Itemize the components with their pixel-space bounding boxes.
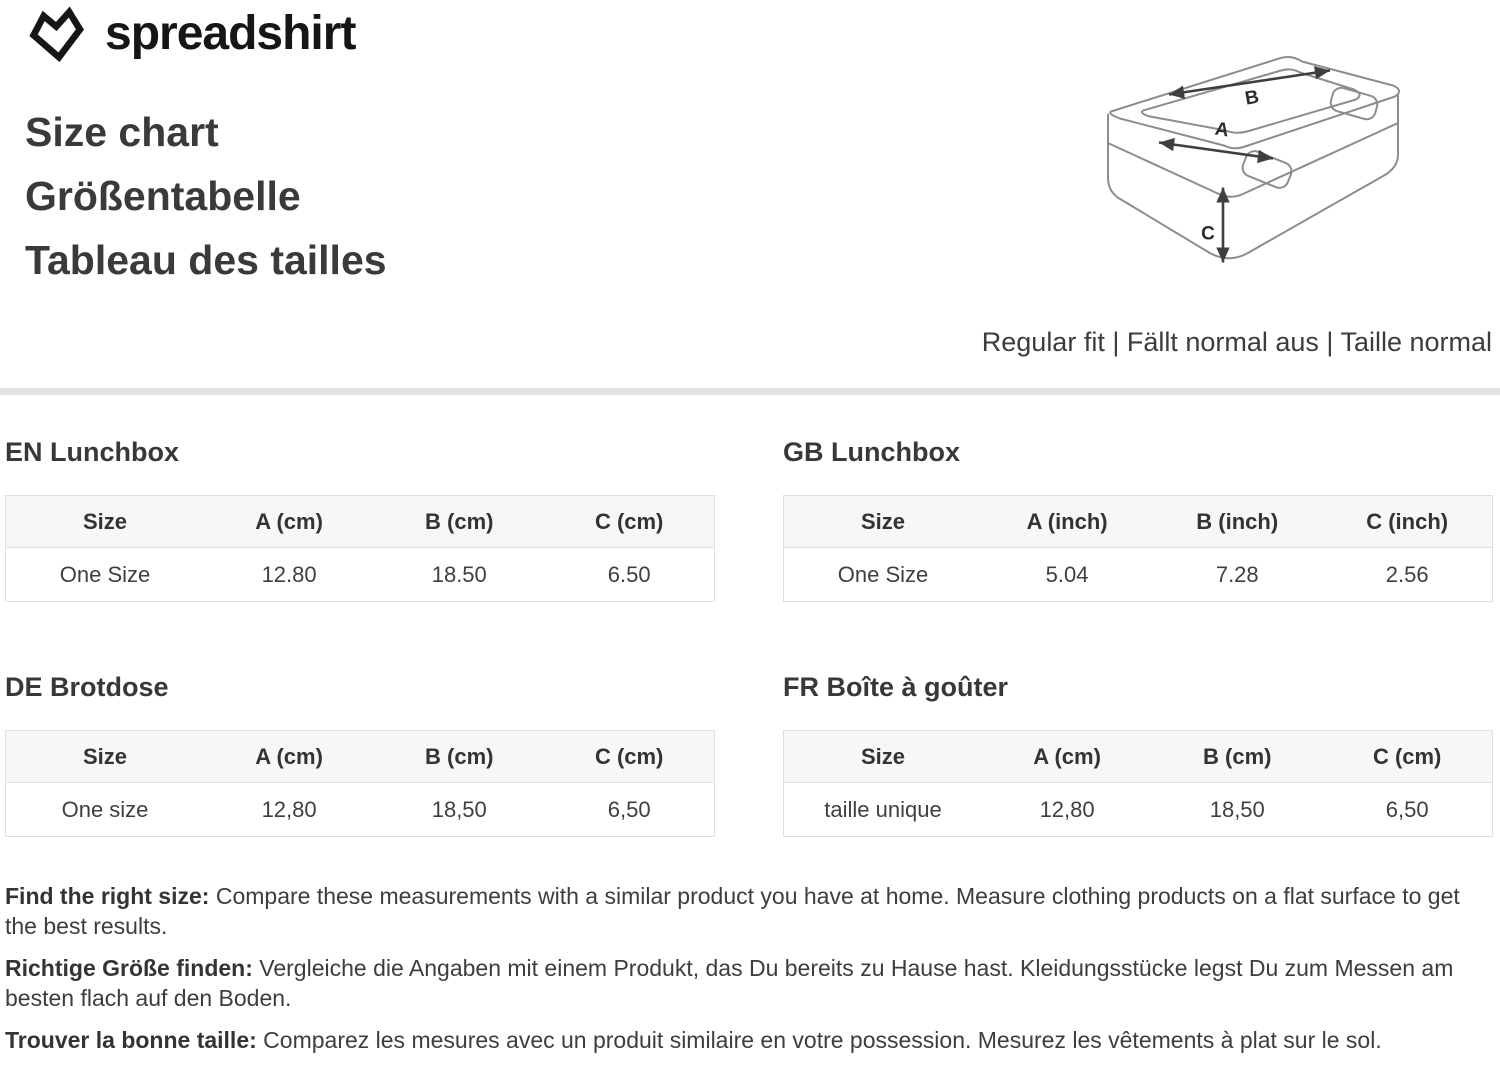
size-section-en [5,437,715,602]
spreadshirt-heart-icon [25,4,89,64]
size-section-fr [783,672,1493,837]
page-title-fr: Tableau des tailles [25,237,387,283]
page-title-de: Größentabelle [25,173,301,219]
table-header-row [6,731,715,783]
lunchbox-diagram [1095,52,1415,287]
section-divider [0,388,1500,395]
size-table-gb [783,495,1493,602]
col-header-c: C (inch) [1322,496,1492,548]
col-header-b: B (cm) [1152,731,1322,783]
dimension-label-c: C [1201,223,1215,245]
tip-text-en: Compare these measurements with a similar product you have at home. Measure clothing products on a flat surface to get the best results. [5,883,1460,939]
cell-a: 12,80 [982,783,1152,837]
cell-size: One Size [784,548,983,602]
cell-size: One size [6,783,205,837]
tip-label-de: Richtige Größe finden: [5,955,253,981]
table-header-row [784,731,1493,783]
cell-a: 5.04 [982,548,1152,602]
brand-logo [25,4,355,64]
sizing-tip-en [5,881,1495,941]
col-header-a: A (cm) [204,731,374,783]
cell-b: 18,50 [1152,783,1322,837]
cell-c: 6,50 [544,783,714,837]
table-row [6,783,715,837]
size-table-de [5,730,715,837]
sizing-tip-de [5,953,1495,1013]
brand-logo-text: spreadshirt [105,7,356,60]
cell-c: 6,50 [1322,783,1492,837]
size-section-de [5,672,715,837]
section-heading: EN Lunchbox [5,437,179,467]
sizing-tips [5,881,1495,1067]
col-header-c: C (cm) [1322,731,1492,783]
dimension-label-b: B [1243,86,1261,110]
cell-size: One Size [6,548,205,602]
section-heading: DE Brotdose [5,672,169,702]
table-row [784,548,1493,602]
cell-c: 2.56 [1322,548,1492,602]
size-table-fr [783,730,1493,837]
page-titles [25,100,387,292]
page-title-en: Size chart [25,109,219,155]
col-header-c: C (cm) [544,496,714,548]
size-section-gb [783,437,1493,602]
tip-label-fr: Trouver la bonne taille: [5,1027,257,1053]
col-header-b: B (cm) [374,496,544,548]
cell-b: 7.28 [1152,548,1322,602]
tip-text-de: Vergleiche die Angaben mit einem Produkt, das Du bereits zu Hause hast. Kleidungsstücke legst Du zum Messen am besten flach auf den Boden. [5,955,1454,1011]
size-table-en [5,495,715,602]
col-header-b: B (cm) [374,731,544,783]
fit-note: Regular fit | Fällt normal aus | Taille normal [981,327,1492,357]
tip-label-en: Find the right size: [5,883,210,909]
dimension-label-a: A [1213,118,1231,142]
col-header-size: Size [6,731,205,783]
table-row [784,783,1493,837]
col-header-size: Size [784,496,983,548]
section-heading: FR Boîte à goûter [783,672,1009,702]
col-header-a: A (cm) [204,496,374,548]
sizing-tip-fr [5,1025,1495,1055]
table-row [6,548,715,602]
col-header-a: A (cm) [982,731,1152,783]
cell-b: 18.50 [374,548,544,602]
cell-b: 18,50 [374,783,544,837]
col-header-c: C (cm) [544,731,714,783]
col-header-b: B (inch) [1152,496,1322,548]
table-header-row [784,496,1493,548]
cell-a: 12,80 [204,783,374,837]
cell-size: taille unique [784,783,983,837]
table-header-row [6,496,715,548]
col-header-a: A (inch) [982,496,1152,548]
col-header-size: Size [784,731,983,783]
size-tables-grid [5,437,1493,837]
section-heading: GB Lunchbox [783,437,960,467]
cell-c: 6.50 [544,548,714,602]
col-header-size: Size [6,496,205,548]
tip-text-fr: Comparez les mesures avec un produit similaire en votre possession. Mesurez les vêtements à plat sur le sol. [256,1027,1382,1053]
cell-a: 12.80 [204,548,374,602]
